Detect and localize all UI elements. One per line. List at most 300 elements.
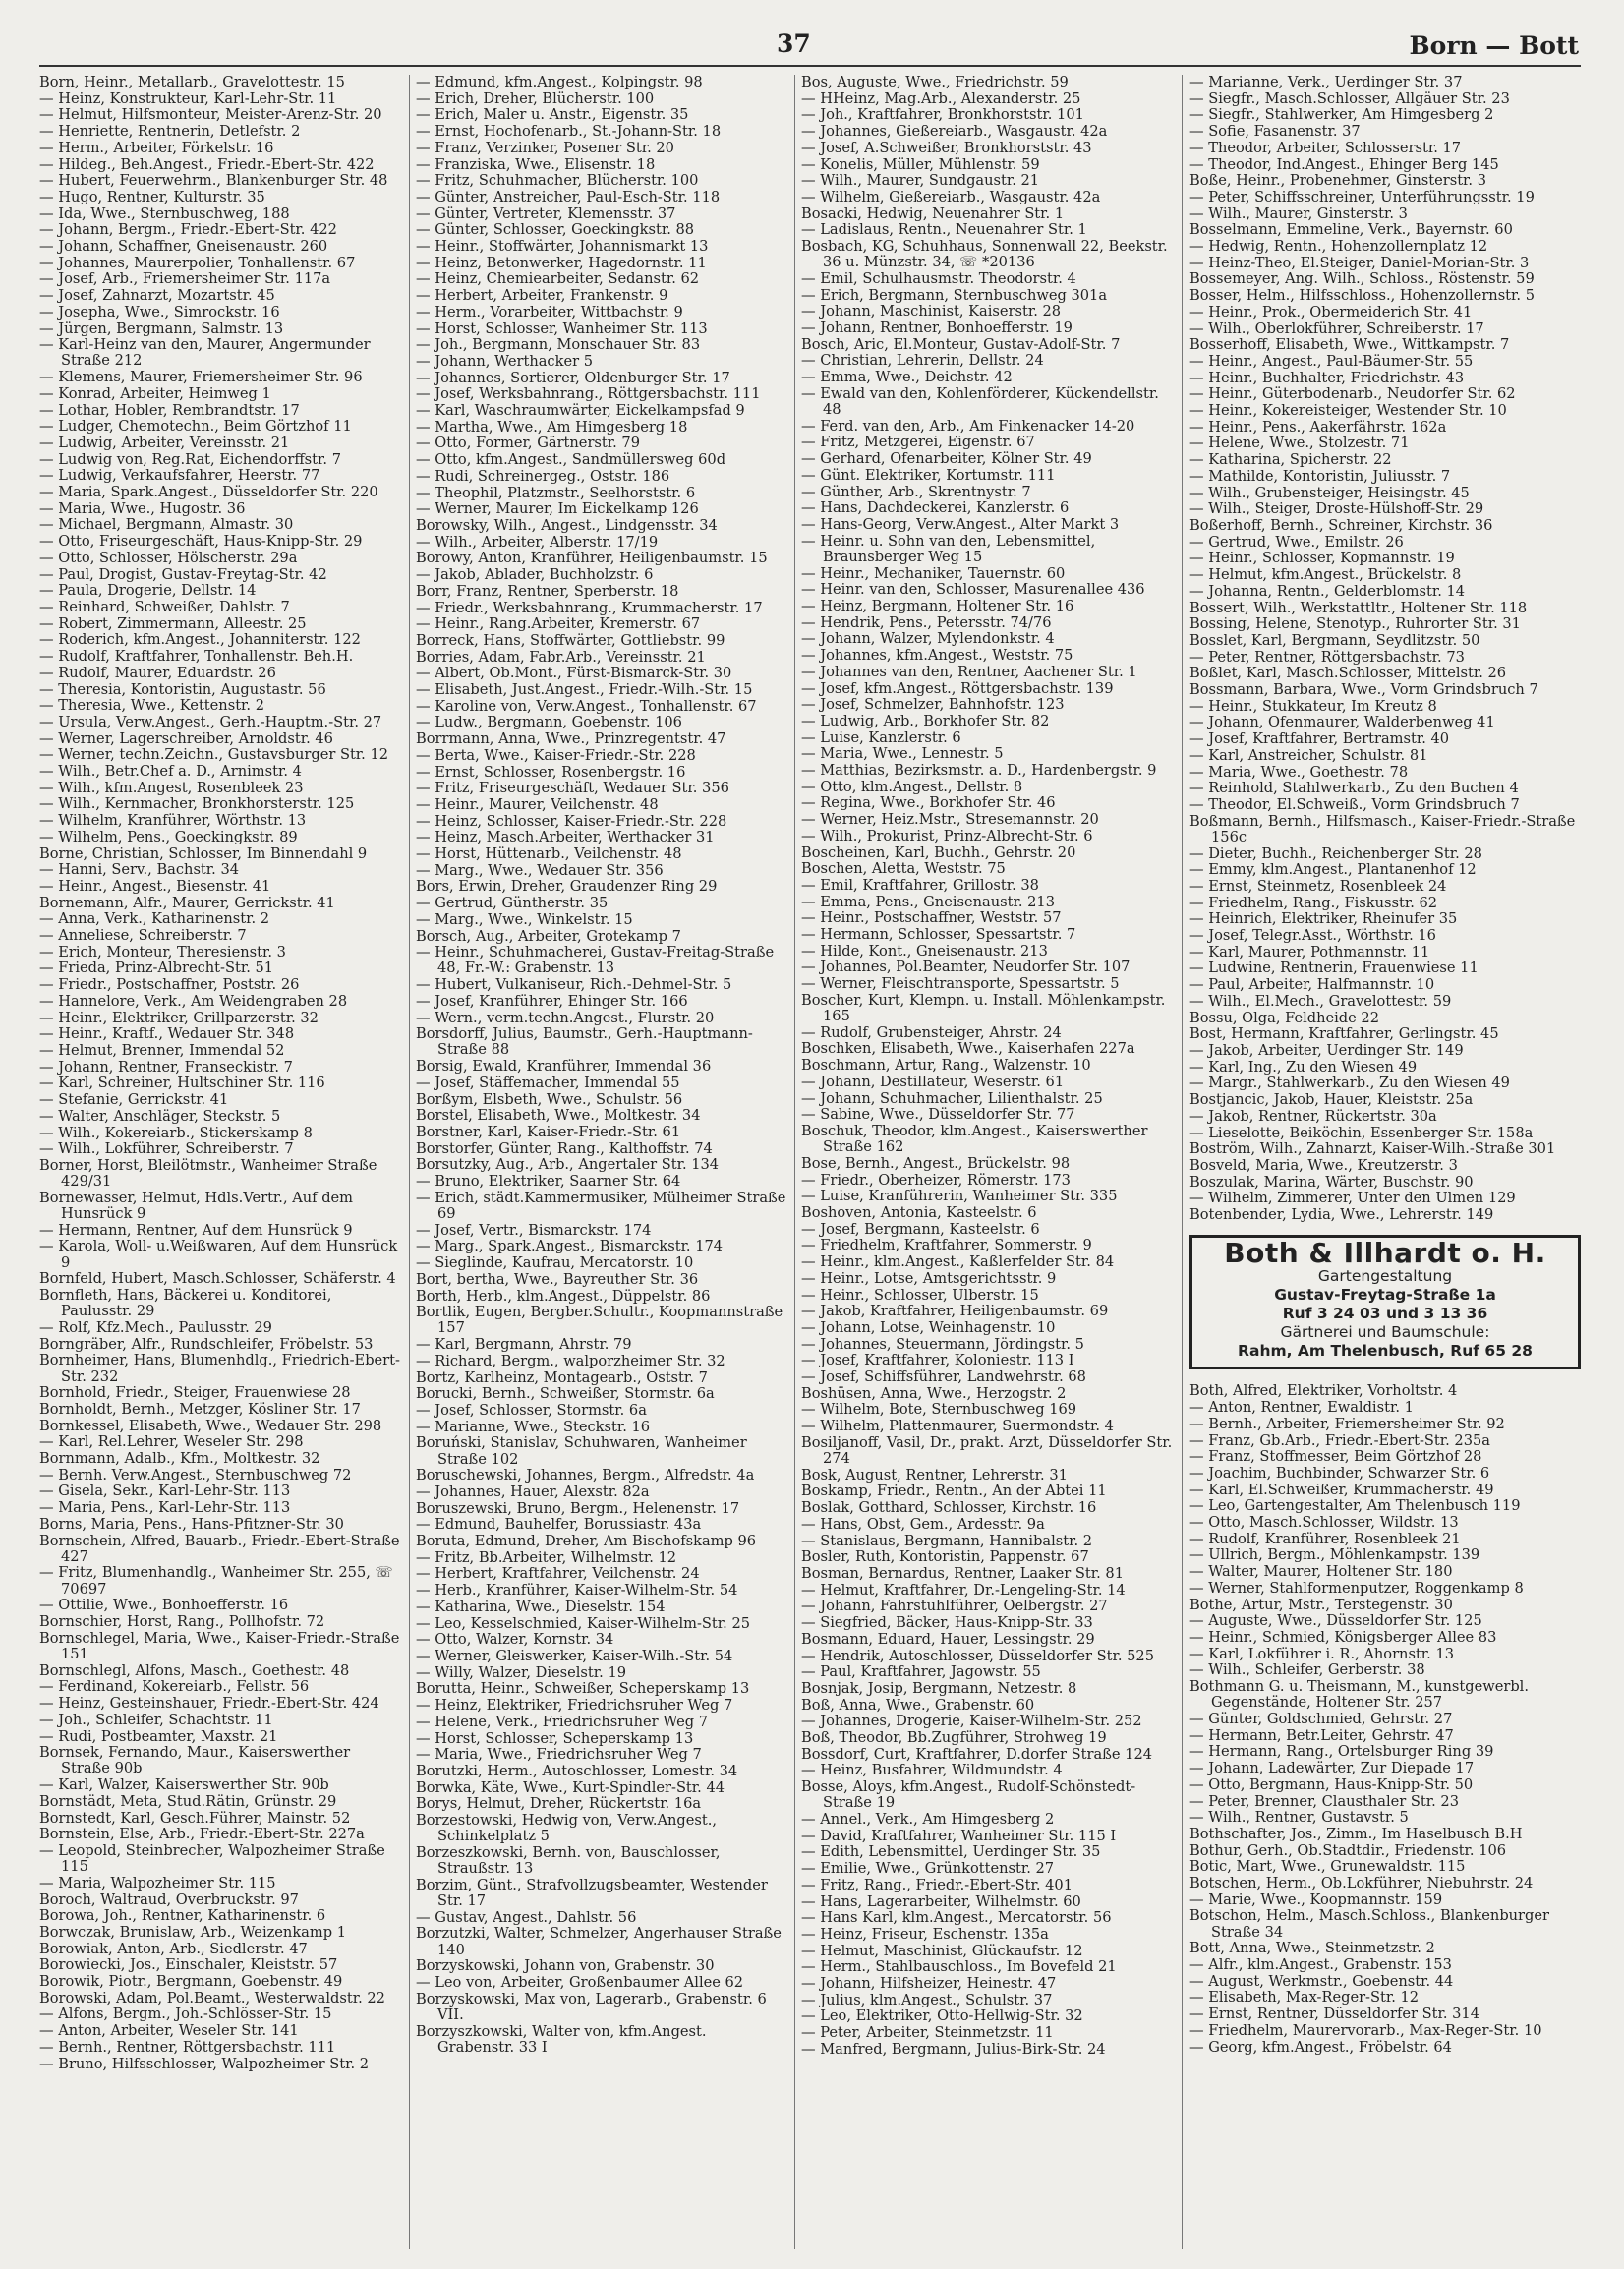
- directory-entry: — Friedhelm, Maurervorarb., Max-Reger-Str. 10: [1189, 2021, 1542, 2039]
- directory-entry: Boszulak, Marina, Wärter, Buschstr. 90: [1189, 1173, 1474, 1191]
- directory-entry: — Rudolf, Kraftfahrer, Tonhallenstr. Beh.H.: [39, 648, 354, 666]
- directory-entry: — Henriette, Rentnerin, Detlefstr. 2: [39, 123, 301, 141]
- directory-entry: — Willy, Walzer, Dieselstr. 19: [416, 1663, 627, 1681]
- directory-entry: — Herb., Kranführer, Kaiser-Wilhelm-Str. 54: [416, 1582, 738, 1600]
- directory-entry: Borsdorff, Julius, Baumstr., Gerh.-Hauptmann-Straße 88: [416, 1025, 753, 1059]
- directory-column-2: [416, 75, 787, 2249]
- directory-entry: — Herm., Stahlbauschloss., Im Bovefeld 21: [801, 1958, 1117, 1976]
- directory-entry: — Herbert, Kraftfahrer, Veilchenstr. 24: [416, 1565, 700, 1583]
- directory-entry: — Heinz, Bergmann, Holtener Str. 16: [801, 598, 1074, 614]
- directory-entry: Bosse, Aloys, kfm.Angest., Rudolf-Schönstedt-Straße 19: [801, 1778, 1136, 1812]
- directory-entry: — Maria, Spark.Angest., Düsseldorfer Str. 220: [39, 484, 378, 501]
- directory-entry: Bosman, Bernardus, Rentner, Laaker Str. 81: [801, 1564, 1124, 1582]
- directory-entry: — Fritz, Bb.Arbeiter, Wilhelmstr. 12: [416, 1548, 677, 1566]
- directory-entry: Bose, Bernh., Angest., Brückelstr. 98: [801, 1154, 1071, 1172]
- directory-entry: Borutta, Heinr., Schweißer, Scheperskamp 13: [416, 1680, 750, 1698]
- directory-entry: Borowik, Piotr., Bergmann, Goebenstr. 49: [39, 1973, 343, 1991]
- directory-entry: — Gerhard, Ofenarbeiter, Kölner Str. 49: [801, 450, 1092, 468]
- directory-entry: — Hugo, Rentner, Kulturstr. 35: [39, 188, 265, 205]
- directory-entry: — Josef, Bergmann, Kasteelstr. 6: [801, 1220, 1040, 1238]
- directory-entry: — Herm., Arbeiter, Förkelstr. 16: [39, 139, 274, 156]
- directory-entry: — Hilde, Kont., Gneisenaustr. 213: [801, 942, 1048, 960]
- directory-entry: — Erich, Dreher, Blücherstr. 100: [416, 89, 655, 107]
- directory-entry: — Regina, Wwe., Borkhofer Str. 46: [801, 794, 1056, 812]
- advertisement-line: Gärtnerei und Baumschule:: [1280, 1323, 1490, 1342]
- directory-entry: — Heinz, Friseur, Eschenstr. 135a: [801, 1925, 1049, 1943]
- directory-entry: — Rudi, Schreinergeg., Oststr. 186: [416, 467, 670, 485]
- directory-entry: — Siegfr., Masch.Schlosser, Allgäuer Str. 23: [1189, 89, 1510, 107]
- directory-entry: — Hermann, Rentner, Auf dem Hunsrück 9: [39, 1221, 353, 1239]
- directory-entry: — Wilh., Rentner, Gustavstr. 5: [1189, 1809, 1409, 1827]
- directory-entry: Bos, Auguste, Wwe., Friedrichstr. 59: [801, 75, 1069, 90]
- directory-entry: Borreck, Hans, Stoffwärter, Gottliebstr. 99: [416, 631, 725, 649]
- directory-entry: — Franz, Stoffmesser, Beim Görtzhof 28: [1189, 1448, 1482, 1466]
- directory-entry: — Karl, Lokführer i. R., Ahornstr. 13: [1189, 1645, 1455, 1662]
- directory-entry: — Heinr., Lotse, Amtsgerichtsstr. 9: [801, 1269, 1057, 1287]
- directory-entry: — Johann, Schaffner, Gneisenaustr. 260: [39, 238, 328, 256]
- directory-entry: — Heinr., Schlosser, Kopmannstr. 19: [1189, 550, 1455, 567]
- directory-entry: Bossert, Wilh., Werkstattltr., Holtener Str. 118: [1189, 599, 1528, 616]
- directory-entry: — Karl, El.Schweißer, Krummacherstr. 49: [1189, 1481, 1494, 1498]
- directory-entry: — Edmund, Bauhelfer, Borussiastr. 43a: [416, 1516, 702, 1534]
- directory-entry: — Heinr., Prok., Obermeiderich Str. 41: [1189, 303, 1473, 320]
- directory-entry: — Heinr., Stukkateur, Im Kreutz 8: [1189, 697, 1437, 715]
- directory-entry: — Hermann, Schlosser, Spessartstr. 7: [801, 926, 1076, 944]
- directory-entry: Borucki, Bernh., Schweißer, Stormstr. 6a: [416, 1385, 715, 1403]
- directory-entry: — Ludwine, Rentnerin, Frauenwiese 11: [1189, 960, 1479, 977]
- directory-entry: Boß, Anna, Wwe., Grabenstr. 60: [801, 1696, 1035, 1714]
- directory-entry: — Günter, Vertreter, Klemensstr. 37: [416, 204, 676, 222]
- directory-entry: — Johannes, Maurerpolier, Tonhallenstr. 67: [39, 254, 356, 271]
- directory-entry: — Horst, Schlosser, Wanheimer Str. 113: [416, 320, 708, 337]
- directory-entry: — Heinr., Angest., Biesenstr. 41: [39, 877, 271, 895]
- directory-entry: Botic, Mart, Wwe., Grunewaldstr. 115: [1189, 1858, 1466, 1876]
- directory-entry: Bosser, Helm., Hilfsschloss., Hohenzollernstr. 5: [1189, 287, 1535, 305]
- directory-entry: — Maria, Wwe., Friedrichsruher Weg 7: [416, 1746, 702, 1764]
- directory-entry: — Johann, Ofenmaurer, Walderbenweg 41: [1189, 714, 1495, 731]
- directory-entry: Bors, Erwin, Dreher, Graudenzer Ring 29: [416, 878, 718, 896]
- directory-entry: — Heinr., Kraftf., Wedauer Str. 348: [39, 1025, 295, 1043]
- directory-entry: — Dieter, Buchh., Reichenberger Str. 28: [1189, 844, 1482, 862]
- directory-entry: — Roderich, kfm.Angest., Johanniterstr. 122: [39, 631, 361, 649]
- directory-entry: — Walter, Maurer, Holtener Str. 180: [1189, 1563, 1453, 1581]
- directory-entry: — Hermann, Betr.Leiter, Gehrstr. 47: [1189, 1726, 1454, 1744]
- directory-entry: — Peter, Schiffsschreiner, Unterführungsstr. 19: [1189, 188, 1535, 205]
- directory-entry: — Emil, Schulhausmstr. Theodorstr. 4: [801, 269, 1076, 287]
- column-4-entries-bottom: [1189, 1383, 1581, 2055]
- directory-entry: — Heinr., Buchhalter, Friedrichstr. 43: [1189, 369, 1465, 386]
- directory-entry: Bosbach, KG, Schuhhaus, Sonnenwall 22, Beekstr. 36 u. Münzstr. 34, ☏ *20136: [801, 238, 1168, 271]
- directory-entry: Boße, Heinr., Probenehmer, Ginsterstr. 3: [1189, 172, 1486, 190]
- directory-entry: — Alfons, Bergm., Joh.-Schlösser-Str. 15: [39, 2006, 332, 2023]
- directory-entry: — Wilh., Grubensteiger, Heisingstr. 45: [1189, 484, 1470, 501]
- directory-entry: — Helmut, Brenner, Immendal 52: [39, 1041, 285, 1059]
- directory-entry: — Berta, Wwe., Kaiser-Friedr.-Str. 228: [416, 746, 696, 764]
- directory-entry: — Johann, Lotse, Weinhagenstr. 10: [801, 1318, 1056, 1336]
- directory-entry: — Helmut, kfm.Angest., Brückelstr. 8: [1189, 566, 1462, 584]
- directory-entry: Borwczak, Brunislaw, Arb., Weizenkamp 1: [39, 1923, 346, 1941]
- directory-entry: — Marie, Wwe., Koopmannstr. 159: [1189, 1891, 1443, 1908]
- directory-entry: — Heinr. van den, Schlosser, Masurenallee 436: [801, 581, 1145, 599]
- directory-entry: — Franziska, Wwe., Elisenstr. 18: [416, 155, 656, 173]
- directory-entry: — Josef, Schiffsführer, Landwehrstr. 68: [801, 1368, 1086, 1386]
- directory-entry: — Reinhard, Schweißer, Dahlstr. 7: [39, 599, 290, 615]
- directory-entry: — Lothar, Hobler, Rembrandtstr. 17: [39, 401, 300, 419]
- directory-entry: — Johann, Rentner, Bonhoefferstr. 19: [801, 320, 1073, 337]
- header-rule: [39, 65, 1581, 67]
- directory-entry: — Ernst, Steinmetz, Rosenbleek 24: [1189, 877, 1447, 895]
- directory-entry: — Friedr., Oberheizer, Römerstr. 173: [801, 1171, 1071, 1189]
- directory-entry: — Ida, Wwe., Sternbuschweg, 188: [39, 204, 290, 222]
- directory-entry: — Friedr., Postschaffner, Poststr. 26: [39, 976, 300, 994]
- directory-entry: — Jürgen, Bergmann, Salmstr. 13: [39, 320, 284, 337]
- directory-entry: — Ludw., Bergmann, Goebenstr. 106: [416, 714, 682, 731]
- directory-entry: — Werner, Stahlformenputzer, Roggenkamp 8: [1189, 1579, 1524, 1597]
- directory-entry: Bothe, Artur, Mstr., Terstegenstr. 30: [1189, 1596, 1453, 1613]
- directory-entry: Bosmann, Eduard, Hauer, Lessingstr. 29: [801, 1630, 1095, 1648]
- directory-entry: Boßmann, Bernh., Hilfsmasch., Kaiser-Friedr.-Straße 156c: [1189, 812, 1576, 845]
- directory-entry: — Wilh., Maurer, Sundgaustr. 21: [801, 172, 1040, 190]
- directory-entry: — Michael, Bergmann, Almastr. 30: [39, 516, 294, 534]
- directory-entry: — Gertrud, Wwe., Emilstr. 26: [1189, 533, 1404, 551]
- directory-entry: — Auguste, Wwe., Düsseldorfer Str. 125: [1189, 1612, 1482, 1630]
- directory-entry: — Konelis, Müller, Mühlenstr. 59: [801, 155, 1040, 173]
- directory-entry: — Heinr., Güterbodenarb., Neudorfer Str. 62: [1189, 385, 1516, 403]
- directory-entry: — Erich, Maler u. Anstr., Eigenstr. 35: [416, 106, 689, 124]
- directory-entry: — Wilh., Schleifer, Gerberstr. 38: [1189, 1661, 1425, 1679]
- directory-entry: Bosch, Aric, El.Monteur, Gustav-Adolf-Str. 7: [801, 335, 1121, 353]
- directory-entry: — Rudolf, Kranführer, Rosenbleek 21: [1189, 1530, 1461, 1547]
- directory-entry: — Josef, kfm.Angest., Röttgersbachstr. 139: [801, 679, 1114, 697]
- directory-entry: — HHeinz, Mag.Arb., Alexanderstr. 25: [801, 89, 1081, 107]
- directory-entry: — Manfred, Bergmann, Julius-Birk-Str. 24: [801, 2040, 1106, 2058]
- directory-entry: — Heinr. u. Sohn van den, Lebensmittel, Braunsberger Weg 15: [801, 532, 1096, 565]
- directory-entry: Borrmann, Anna, Wwe., Prinzregentstr. 47: [416, 730, 726, 748]
- directory-entry: Boschuk, Theodor, klm.Angest., Kaiserswerther Straße 162: [801, 1123, 1148, 1156]
- directory-entry: — Frieda, Prinz-Albrecht-Str. 51: [39, 960, 274, 977]
- directory-entry: — David, Kraftfahrer, Wanheimer Str. 115 I: [801, 1827, 1117, 1844]
- directory-entry: — Siegfried, Bäcker, Haus-Knipp-Str. 33: [801, 1614, 1093, 1632]
- directory-entry: Boscher, Kurt, Klempn. u. Install. Möhlenkampstr. 165: [801, 991, 1166, 1025]
- directory-entry: Borowski, Adam, Pol.Beamt., Westerwaldstr. 22: [39, 1989, 385, 2007]
- directory-entry: — Stefanie, Gerrickstr. 41: [39, 1091, 229, 1109]
- directory-column-4: [1189, 75, 1581, 2249]
- directory-entry: — Josef, Schmelzer, Bahnhofstr. 123: [801, 696, 1065, 714]
- directory-entry: Bornkessel, Elisabeth, Wwe., Wedauer Str. 298: [39, 1417, 382, 1434]
- directory-entry: — Rolf, Kfz.Mech., Paulusstr. 29: [39, 1318, 272, 1336]
- directory-entry: Borzim, Günt., Strafvollzugsbeamter, Westender Str. 17: [416, 1876, 768, 1910]
- directory-entry: — Josef, Werksbahnrang., Röttgersbachstr. 111: [416, 385, 761, 403]
- directory-entry: Bornfleth, Hans, Bäckerei u. Konditorei, Paulusstr. 29: [39, 1287, 332, 1320]
- column-divider: [1182, 75, 1183, 2249]
- directory-entry: — Heinr., Mechaniker, Tauernstr. 60: [801, 564, 1066, 582]
- advertisement-line: Gartengestaltung: [1317, 1267, 1453, 1286]
- advertisement-line: Gustav-Freytag-Straße 1a: [1274, 1286, 1496, 1305]
- directory-entry: — Herm., Vorarbeiter, Wittbachstr. 9: [416, 303, 683, 320]
- directory-entry: — Heinr., Schmied, Königsberger Allee 83: [1189, 1628, 1497, 1646]
- directory-entry: — Günter, Anstreicher, Paul-Esch-Str. 118: [416, 188, 721, 205]
- directory-entry: — Jakob, Rentner, Rückertstr. 30a: [1189, 1107, 1437, 1125]
- directory-entry: — Theodor, El.Schweiß., Vorm Grindsbruch 7: [1189, 795, 1520, 813]
- directory-entry: — Heinr., Rang.Arbeiter, Kremerstr. 67: [416, 615, 701, 633]
- directory-entry: — Hanni, Serv., Bachstr. 34: [39, 861, 240, 879]
- directory-entry: — Josef, Zahnarzt, Mozartstr. 45: [39, 287, 275, 305]
- directory-entry: Bosserhoff, Elisabeth, Wwe., Wittkampstr. 7: [1189, 336, 1510, 354]
- directory-entry: — Johann, Maschinist, Kaiserstr. 28: [801, 303, 1062, 320]
- directory-entry: — Stanislaus, Bergmann, Hannibalstr. 2: [801, 1532, 1093, 1549]
- directory-entry: — Anneliese, Schreiberstr. 7: [39, 927, 247, 945]
- directory-entry: — Peter, Rentner, Röttgersbachstr. 73: [1189, 648, 1465, 666]
- directory-entry: — Heinr., Stoffwärter, Johannismarkt 13: [416, 238, 709, 256]
- directory-entry: — Ferd. van den, Arb., Am Finkenacker 14-20: [801, 417, 1135, 435]
- directory-entry: — Wilh., El.Mech., Gravelottestr. 59: [1189, 992, 1452, 1010]
- directory-entry: Bosslet, Karl, Bergmann, Seydlitzstr. 50: [1189, 631, 1480, 649]
- directory-entry: Bosiljanoff, Vasil, Dr., prakt. Arzt, Düsseldorfer Str. 274: [801, 1433, 1173, 1468]
- directory-entry: — Johannes, kfm.Angest., Weststr. 75: [801, 647, 1073, 665]
- directory-entry: — Heinz, Konstrukteur, Karl-Lehr-Str. 11: [39, 89, 337, 107]
- directory-entry: — Johann, Bergm., Friedr.-Ebert-Str. 422: [39, 221, 337, 239]
- directory-entry: Borth, Herb., klm.Angest., Düppelstr. 86: [416, 1287, 711, 1305]
- directory-entry: — Johanna, Rentn., Gelderblomstr. 14: [1189, 582, 1466, 600]
- directory-entry: — Walter, Anschläger, Steckstr. 5: [39, 1107, 281, 1125]
- directory-entry: Boström, Wilh., Zahnarzt, Kaiser-Wilh.-Straße 301: [1189, 1140, 1556, 1158]
- directory-entry: Bornmann, Adalb., Kfm., Moltkestr. 32: [39, 1450, 320, 1468]
- directory-entry: — Hubert, Feuerwehrm., Blankenburger Str. 48: [39, 172, 388, 190]
- directory-entry: — Katharina, Spicherstr. 22: [1189, 451, 1392, 469]
- directory-entry: Boßerhoff, Bernh., Schreiner, Kirchstr. 36: [1189, 516, 1493, 534]
- directory-entry: — Emma, Pens., Gneisenaustr. 213: [801, 893, 1055, 910]
- directory-entry: Bortz, Karlheinz, Montagearb., Oststr. 7: [416, 1368, 708, 1386]
- directory-entry: — Wilh., Lokführer, Schreiberstr. 7: [39, 1140, 294, 1158]
- directory-entry: — Leo von, Arbeiter, Großenbaumer Allee 62: [416, 1974, 744, 1992]
- directory-entry: — Jakob, Kraftfahrer, Heiligenbaumstr. 69: [801, 1303, 1109, 1320]
- directory-entry: — Heinz-Theo, El.Steiger, Daniel-Morian-Str. 3: [1189, 254, 1530, 271]
- advertisement-box: [1189, 1235, 1581, 1369]
- directory-entry: Borns, Maria, Pens., Hans-Pfitzner-Str. 30: [39, 1515, 344, 1533]
- directory-entry: Bornschein, Alfred, Bauarb., Friedr.-Ebert-Straße 427: [39, 1532, 400, 1565]
- directory-entry: — Joachim, Buchbinder, Schwarzer Str. 6: [1189, 1464, 1490, 1482]
- directory-entry: — Theresia, Kontoristin, Augustastr. 56: [39, 680, 326, 698]
- directory-entry: Borowiak, Anton, Arb., Siedlerstr. 47: [39, 1940, 308, 1957]
- directory-entry: — Johannes, Sortierer, Oldenburger Str. 17: [416, 369, 730, 386]
- directory-entry: — Werner, Gleiswerker, Kaiser-Wilh.-Str. 54: [416, 1648, 733, 1664]
- directory-entry: — Heinz, Busfahrer, Wildmundstr. 4: [801, 1762, 1063, 1779]
- directory-entry: Boschmann, Artur, Rang., Walzenstr. 10: [801, 1057, 1091, 1075]
- directory-entry: Boß, Theodor, Bb.Zugführer, Strohweg 19: [801, 1729, 1107, 1747]
- directory-entry: — Joh., Schleifer, Schachtstr. 11: [39, 1711, 273, 1728]
- directory-entry: — Helene, Wwe., Stolzestr. 71: [1189, 435, 1410, 452]
- directory-entry: — Wilhelm, Kranführer, Wörthstr. 13: [39, 812, 307, 830]
- directory-entry: — Hans, Dachdeckerei, Kanzlerstr. 6: [801, 499, 1070, 517]
- directory-entry: — Otto, Friseurgeschäft, Haus-Knipp-Str. 29: [39, 533, 363, 551]
- directory-entry: — Wilhelm, Plattenmaurer, Suermondstr. 4: [801, 1418, 1114, 1435]
- directory-entry: — Friedr., Werksbahnrang., Krummacherstr. 17: [416, 599, 763, 616]
- directory-entry: Both, Alfred, Elektriker, Vorholtstr. 4: [1189, 1382, 1458, 1400]
- directory-entry: — Günther, Arb., Skrentnystr. 7: [801, 483, 1031, 500]
- directory-entry: — Margr., Stahlwerkarb., Zu den Wiesen 49: [1189, 1075, 1510, 1092]
- directory-entry: — Luise, Kranführerin, Wanheimer Str. 335: [801, 1188, 1118, 1205]
- directory-entry: — Johann, Hilfsheizer, Heinestr. 47: [801, 1975, 1057, 1993]
- directory-entry: — Johannes, Pol.Beamter, Neudorfer Str. 107: [801, 959, 1131, 976]
- directory-entry: Boruński, Stanislav, Schuhwaren, Wanheimer Straße 102: [416, 1434, 747, 1468]
- directory-entry: — Bernh. Verw.Angest., Sternbuschweg 72: [39, 1466, 352, 1484]
- directory-entry: — Elisabeth, Just.Angest., Friedr.-Wilh.-Str. 15: [416, 681, 753, 699]
- directory-entry: — Otto, klm.Angest., Dellstr. 8: [801, 778, 1023, 795]
- directory-entry: — Bruno, Elektriker, Saarner Str. 64: [416, 1173, 681, 1191]
- directory-entry: — Hildeg., Beh.Angest., Friedr.-Ebert-Str. 422: [39, 155, 375, 173]
- directory-entry: Bornschlegl, Alfons, Masch., Goethestr. 48: [39, 1661, 350, 1679]
- directory-entry: — Paul, Drogist, Gustav-Freytag-Str. 42: [39, 565, 327, 583]
- column-divider: [409, 75, 410, 2249]
- directory-entry: — Karl-Heinz van den, Maurer, Angermunder Straße 212: [39, 336, 371, 370]
- directory-entry: Bornhold, Friedr., Steiger, Frauenwiese 28: [39, 1384, 351, 1402]
- directory-entry: — Jakob, Ablader, Buchholzstr. 6: [416, 566, 654, 584]
- directory-entry: — Christian, Lehrerin, Dellstr. 24: [801, 352, 1044, 370]
- directory-entry: — Lieselotte, Beiköchin, Essenberger Str. 158a: [1189, 1124, 1534, 1141]
- directory-entry: Boschken, Elisabeth, Wwe., Kaiserhafen 227a: [801, 1040, 1135, 1058]
- directory-entry: — Johann, Schuhmacher, Lilienthalstr. 25: [801, 1089, 1103, 1107]
- directory-entry: Borowa, Joh., Rentner, Katharinenstr. 6: [39, 1907, 326, 1925]
- directory-entry: Bornstein, Else, Arb., Friedr.-Ebert-Str. 227a: [39, 1826, 365, 1843]
- directory-entry: — Gertrud, Güntherstr. 35: [416, 895, 609, 912]
- directory-entry: Borwka, Käte, Wwe., Kurt-Spindler-Str. 44: [416, 1778, 725, 1796]
- directory-entry: — Joh., Bergmann, Monschauer Str. 83: [416, 336, 701, 354]
- directory-entry: — Anna, Verk., Katharinenstr. 2: [39, 910, 270, 928]
- directory-entry: — Marg., Wwe., Winkelstr. 15: [416, 910, 633, 928]
- directory-entry: — Günter, Schlosser, Goeckingkstr. 88: [416, 221, 695, 239]
- directory-entry: — Katharina, Wwe., Dieselstr. 154: [416, 1598, 666, 1615]
- directory-entry: Bosacki, Hedwig, Neuenahrer Str. 1: [801, 204, 1065, 222]
- page-number: 37: [777, 29, 811, 58]
- directory-entry: — Fritz, Metzgerei, Eigenstr. 67: [801, 434, 1035, 451]
- directory-entry: — Edmund, kfm.Angest., Kolpingstr. 98: [416, 75, 703, 90]
- directory-entry: Botschen, Herm., Ob.Lokführer, Niebuhrstr. 24: [1189, 1875, 1534, 1892]
- directory-entry: — Johannes, Hauer, Alexstr. 82a: [416, 1483, 650, 1500]
- directory-entry: Borsutzky, Aug., Arb., Angertaler Str. 134: [416, 1156, 720, 1174]
- directory-entry: — Hedwig, Rentn., Hohenzollernplatz 12: [1189, 238, 1488, 256]
- directory-entry: — Heinz, Masch.Arbeiter, Werthacker 31: [416, 829, 715, 846]
- directory-entry: — Friedhelm, Rang., Fiskusstr. 62: [1189, 894, 1438, 911]
- directory-entry: — Robert, Zimmermann, Alleestr. 25: [39, 614, 307, 632]
- directory-entry: — Peter, Arbeiter, Steinmetzstr. 11: [801, 2024, 1054, 2042]
- directory-entry: — Peter, Brenner, Clausthaler Str. 23: [1189, 1792, 1459, 1810]
- directory-entry: — Horst, Hüttenarb., Veilchenstr. 48: [416, 845, 682, 863]
- directory-entry: — Paul, Arbeiter, Halfmannstr. 10: [1189, 976, 1435, 994]
- directory-entry: Borsig, Ewald, Kranführer, Immendal 36: [416, 1058, 712, 1076]
- directory-entry: — Heinz, Chemiearbeiter, Sedanstr. 62: [416, 270, 700, 288]
- directory-entry: — Josef, Schlosser, Stormstr. 6a: [416, 1401, 647, 1419]
- directory-entry: — Joh., Kraftfahrer, Bronkhorststr. 101: [801, 106, 1084, 124]
- directory-entry: — Johann, Walzer, Mylendonkstr. 4: [801, 630, 1055, 648]
- directory-entry: — Wilhelm, Gießereiarb., Wasgaustr. 42a: [801, 188, 1101, 205]
- running-head: Born — Bott: [1409, 31, 1579, 60]
- directory-entry: — Anton, Rentner, Ewaldistr. 1: [1189, 1399, 1414, 1417]
- directory-entry: — Leo, Gartengestalter, Am Thelenbusch 119: [1189, 1497, 1521, 1515]
- directory-entry: — Wilh., Steiger, Droste-Hülshoff-Str. 29: [1189, 500, 1484, 518]
- directory-entry: — Helmut, Maschinist, Glückaufstr. 12: [801, 1942, 1083, 1959]
- directory-entry: — Albert, Ob.Mont., Fürst-Bismarck-Str. 30: [416, 665, 732, 682]
- directory-entry: Borßym, Elsbeth, Wwe., Schulstr. 56: [416, 1090, 683, 1108]
- directory-entry: Bossemeyer, Ang. Wilh., Schloss., Röstenstr. 59: [1189, 270, 1535, 288]
- directory-entry: Bornstädt, Meta, Stud.Rätin, Grünstr. 29: [39, 1792, 337, 1810]
- directory-entry: Boßlet, Karl, Masch.Schlosser, Mittelstr. 26: [1189, 665, 1507, 682]
- directory-entry: — Marg., Spark.Angest., Bismarckstr. 174: [416, 1238, 724, 1255]
- directory-entry: — Marg., Wwe., Wedauer Str. 356: [416, 861, 664, 879]
- directory-entry: — Wilh., Maurer, Ginsterstr. 3: [1189, 204, 1408, 222]
- directory-entry: Bornschlegel, Maria, Wwe., Kaiser-Friedr.-Straße 151: [39, 1629, 400, 1662]
- directory-entry: — Wilhelm, Pens., Goeckingkstr. 89: [39, 828, 298, 845]
- directory-entry: — Karl, Walzer, Kaiserswerther Str. 90b: [39, 1776, 329, 1794]
- directory-entry: Bosnjak, Josip, Bergmann, Netzestr. 8: [801, 1679, 1077, 1697]
- directory-entry: — Emilie, Wwe., Grünkottenstr. 27: [801, 1860, 1055, 1878]
- directory-entry: — Helene, Verk., Friedrichsruher Weg 7: [416, 1713, 708, 1730]
- directory-entry: — Elisabeth, Max-Reger-Str. 12: [1189, 1989, 1420, 2007]
- directory-entry: — Heinr., Angest., Paul-Bäumer-Str. 55: [1189, 352, 1474, 370]
- directory-entry: Borutzki, Herm., Autoschlosser, Lomestr. 34: [416, 1762, 738, 1779]
- directory-entry: — Rudolf, Grubensteiger, Ahrstr. 24: [801, 1023, 1062, 1041]
- directory-entry: — Leopold, Steinbrecher, Walpozheimer Straße 115: [39, 1841, 385, 1876]
- directory-entry: Boschen, Aletta, Weststr. 75: [801, 860, 1006, 878]
- directory-entry: Boruszewski, Bruno, Bergm., Helenenstr. 17: [416, 1499, 740, 1517]
- directory-column-3: [801, 75, 1175, 2249]
- directory-entry: Boslak, Gotthard, Schlosser, Kirchstr. 16: [801, 1499, 1097, 1517]
- directory-entry: — Mathilde, Kontoristin, Juliusstr. 7: [1189, 467, 1451, 485]
- directory-entry: — Wilh., Oberlokführer, Schreiberstr. 17: [1189, 320, 1484, 337]
- directory-entry: — Ullrich, Bergm., Möhlenkampstr. 139: [1189, 1546, 1480, 1564]
- directory-entry: — Friedhelm, Kraftfahrer, Sommerstr. 9: [801, 1237, 1092, 1254]
- directory-entry: — Leo, Kesselschmied, Kaiser-Wilhelm-Str. 25: [416, 1614, 751, 1632]
- directory-entry: — Otto, kfm.Angest., Sandmüllersweg 60d: [416, 451, 726, 469]
- directory-entry: — Otto, Former, Gärtnerstr. 79: [416, 435, 640, 452]
- directory-entry: — Karl, Rel.Lehrer, Weseler Str. 298: [39, 1433, 304, 1451]
- directory-entry: — Ernst, Rentner, Düsseldorfer Str. 314: [1189, 2006, 1479, 2023]
- directory-entry: — Josef, Vertr., Bismarckstr. 174: [416, 1221, 652, 1239]
- column-divider: [794, 75, 795, 2249]
- directory-entry: — Hans Karl, klm.Angest., Mercatorstr. 56: [801, 1909, 1112, 1927]
- directory-entry: — Josef, Telegr.Asst., Wörthstr. 16: [1189, 927, 1436, 945]
- directory-entry: — Maria, Wwe., Lennestr. 5: [801, 745, 1004, 763]
- directory-entry: Bostjancic, Jakob, Hauer, Kleiststr. 25a: [1189, 1091, 1474, 1109]
- directory-entry: Bosveld, Maria, Wwe., Kreutzerstr. 3: [1189, 1156, 1458, 1174]
- directory-entry: — Bruno, Hilfsschlosser, Walpozheimer Str. 2: [39, 2055, 370, 2072]
- directory-entry: — Karl, Waschraumwärter, Eickelkampsfad 9: [416, 402, 745, 420]
- directory-entry: — Wilh., Kokereiarb., Stickerskamp 8: [39, 1124, 313, 1141]
- directory-entry: — Johann, Werthacker 5: [416, 352, 593, 370]
- directory-entry: Bossing, Helene, Stenotyp., Ruhrorter Str. 31: [1189, 615, 1521, 633]
- directory-entry: — Anton, Arbeiter, Weseler Str. 141: [39, 2022, 299, 2040]
- directory-entry: — Karl, Maurer, Pothmannstr. 11: [1189, 943, 1430, 960]
- advertisement-line: Rahm, Am Thelenbusch, Ruf 65 28: [1238, 1342, 1533, 1361]
- directory-entry: — Wilhelm, Bote, Sternbuschweg 169: [801, 1401, 1077, 1419]
- directory-entry: — Josef, A.Schweißer, Bronkhorststr. 43: [801, 139, 1092, 156]
- directory-entry: — Josepha, Wwe., Simrockstr. 16: [39, 303, 280, 320]
- directory-entry: — Richard, Bergm., walporzheimer Str. 32: [416, 1352, 725, 1369]
- directory-entry: Borys, Helmut, Dreher, Rückertstr. 16a: [416, 1795, 702, 1813]
- directory-entry: — Konrad, Arbeiter, Heimweg 1: [39, 384, 271, 402]
- directory-entry: — Theresia, Wwe., Kettenstr. 2: [39, 697, 264, 715]
- directory-entry: Bosselmann, Emmeline, Verk., Bayernstr. 60: [1189, 221, 1513, 239]
- directory-entry: Borowsky, Wilh., Angest., Lindgensstr. 34: [416, 516, 718, 534]
- directory-entry: Bosler, Ruth, Kontoristin, Pappenstr. 67: [801, 1548, 1089, 1566]
- directory-entry: — Alfr., klm.Angest., Grabenstr. 153: [1189, 1956, 1452, 1974]
- directory-entry: — Emil, Kraftfahrer, Grillostr. 38: [801, 876, 1039, 894]
- directory-entry: — Wilh., Arbeiter, Alberstr. 17/19: [416, 533, 659, 551]
- directory-entry: — Franz, Verzinker, Posener Str. 20: [416, 139, 674, 156]
- directory-entry: — Josef, Kraftfahrer, Bertramstr. 40: [1189, 730, 1450, 748]
- directory-entry: — Heinz, Gesteinshauer, Friedr.-Ebert-Str. 424: [39, 1695, 379, 1713]
- directory-entry: — Jakob, Arbeiter, Uerdinger Str. 149: [1189, 1041, 1464, 1059]
- directory-entry: Bornstedt, Karl, Gesch.Führer, Mainstr. 52: [39, 1809, 351, 1827]
